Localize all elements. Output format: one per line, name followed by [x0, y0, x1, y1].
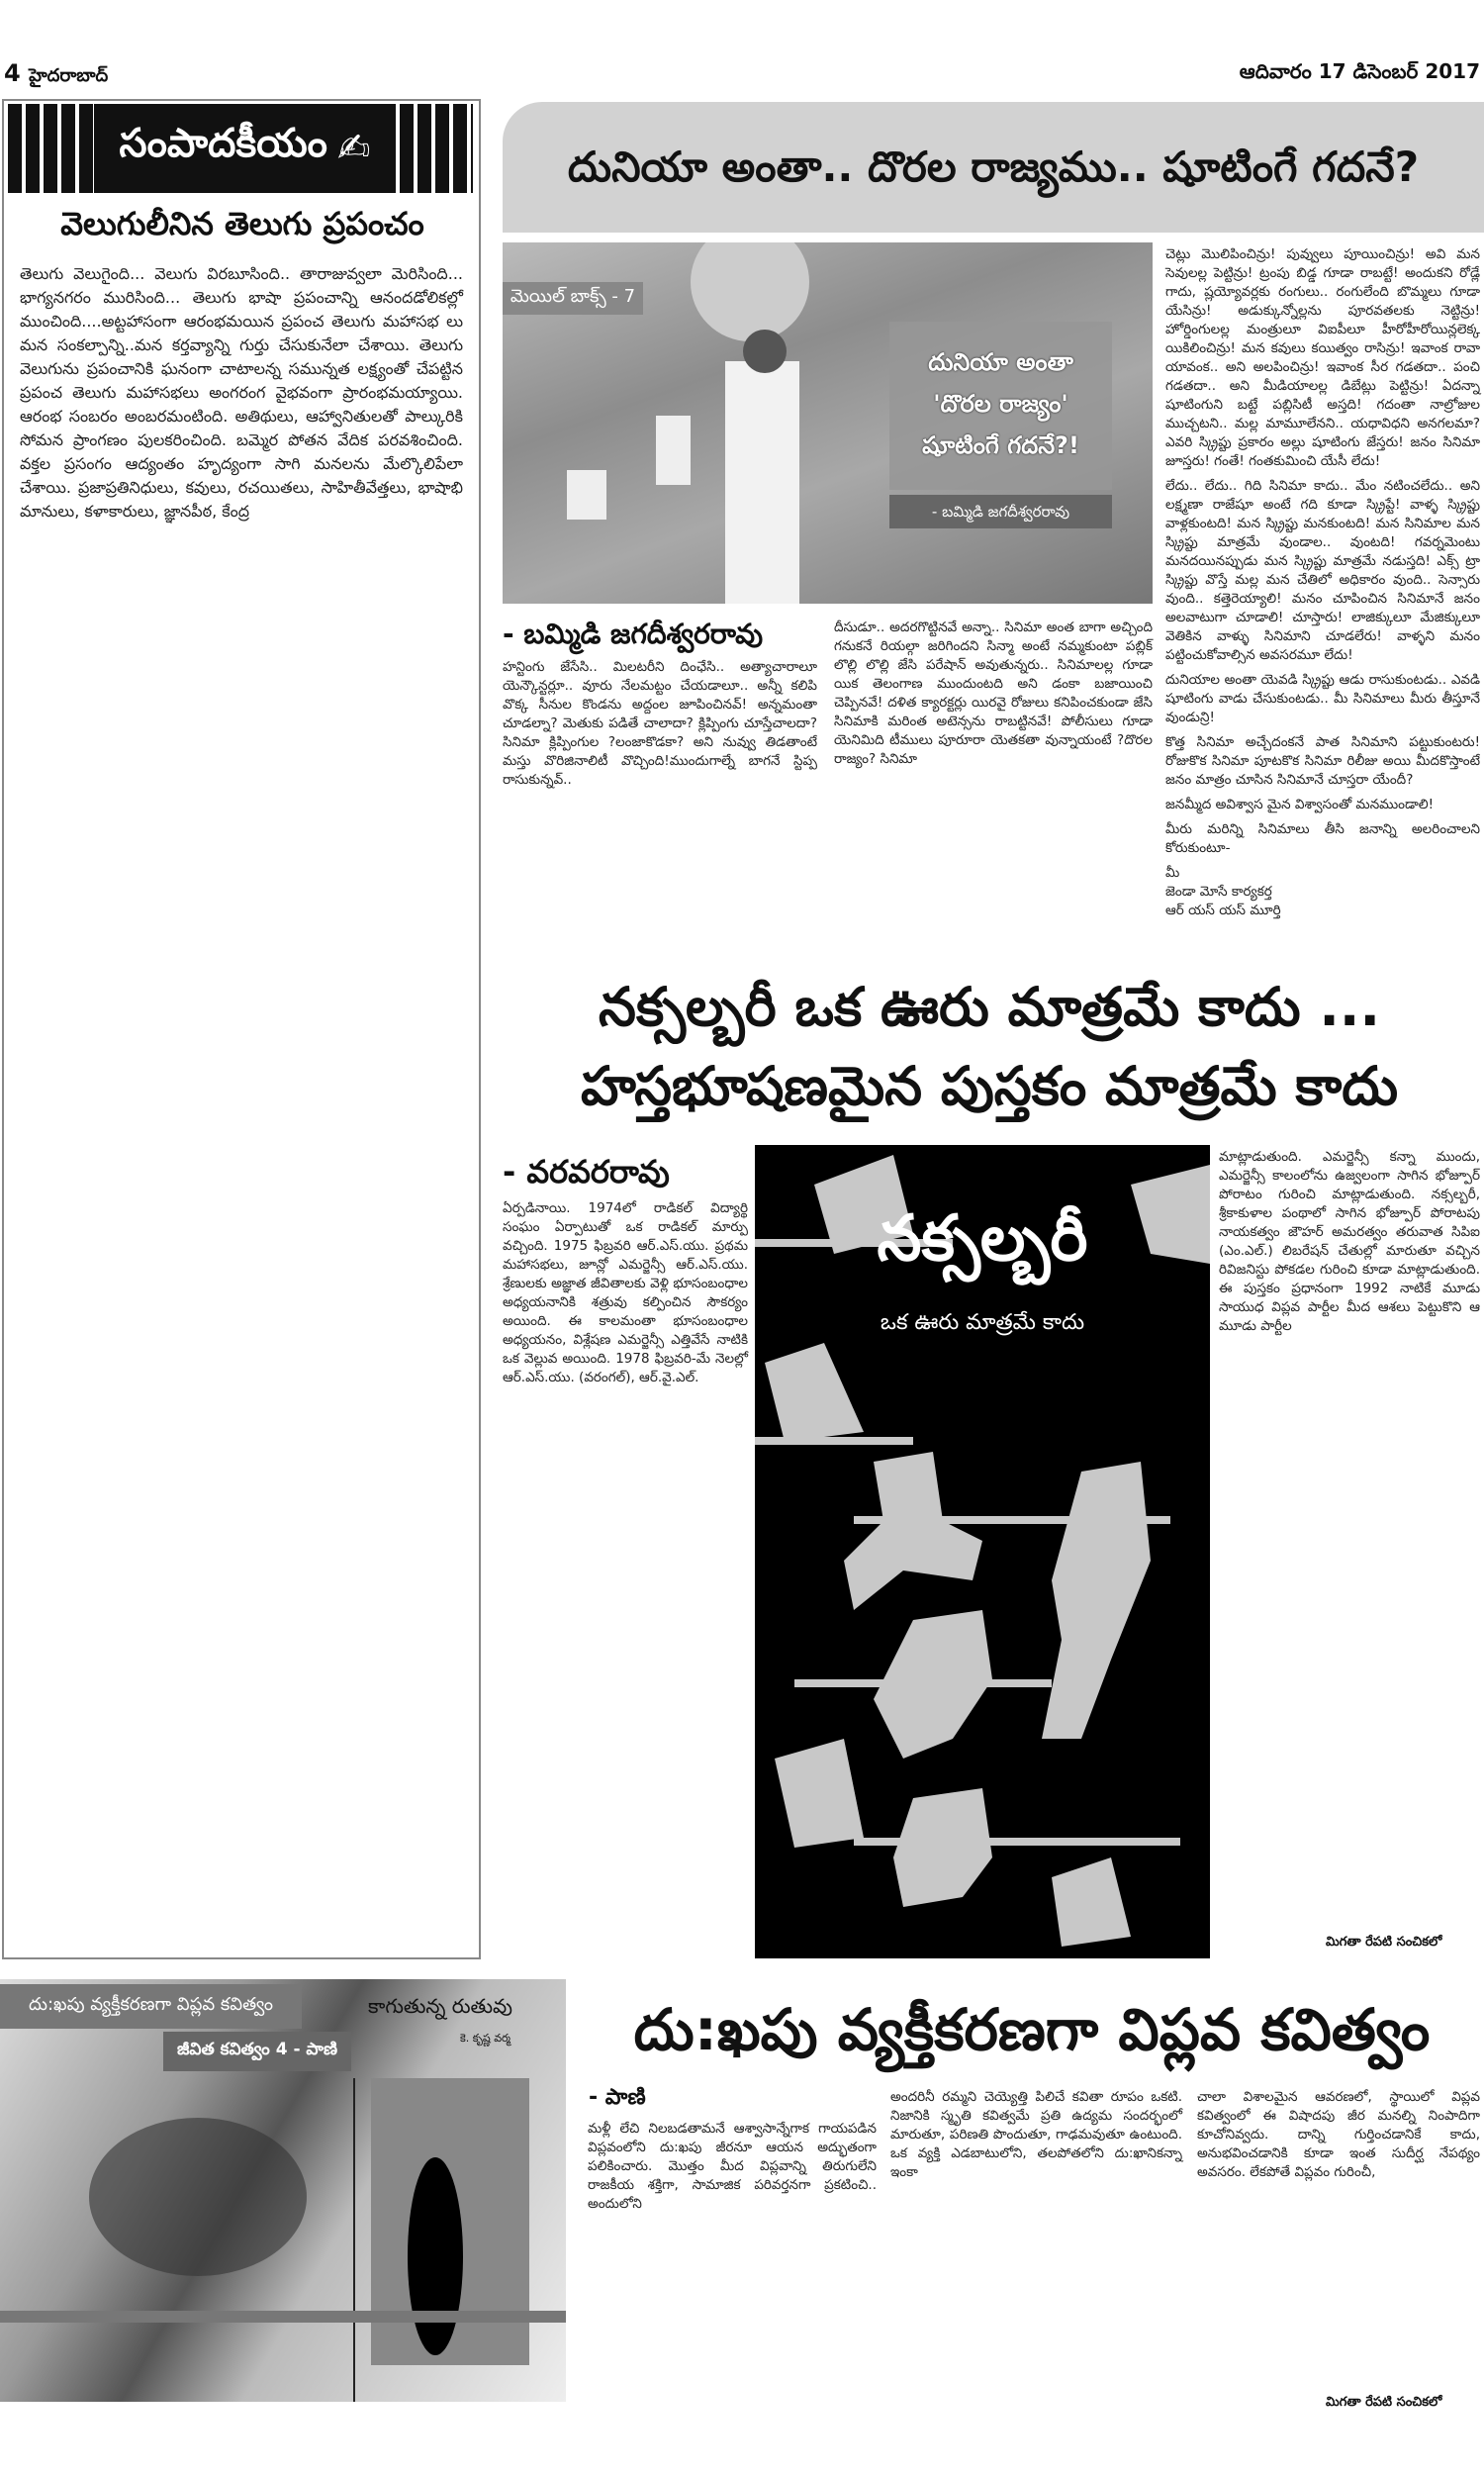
naxalbari-headline-2: హస్తభూషణమైన పుస్తకం మాత్రమే కాదు: [580, 1055, 1399, 1117]
mailbox-col-1: [503, 658, 817, 796]
editorial-body: [20, 262, 463, 529]
figure-silhouette: [844, 1452, 982, 1610]
rock: [691, 242, 809, 341]
spear-shape: [755, 1437, 913, 1445]
spear-shape: [854, 1838, 1180, 1846]
paragraph: మీరు మరిన్ని సినిమాలు తీసి జనాన్ని అలరించాలని కోరుకుంటూ-: [1165, 821, 1480, 856]
mailbox-col-3: [1165, 245, 1480, 920]
paragraph: చాలా విశాలమైన ఆవరణలో, స్థాయిలో విప్లవ కవిత్వంలో ఈ విషాదపు జీర మనల్ని నింపాదిగా కూచోనివ్వదు. దాన్ని గుర్తించడానికే కాదు, అనుభవించడానికి కూడా ఇంత సుదీర్ఘ నేపథ్యం అవసరం. లేకపోతే విప్లవం గురించీ,: [1197, 2089, 1480, 2180]
book-cover: [755, 1145, 1210, 1958]
editorial-headline: వెలుగులీనిన తెలుగు ప్రపంచం: [60, 205, 424, 242]
book-author: కె. కృష్ణ వర్మ: [460, 2032, 511, 2045]
editorial-masthead: [94, 104, 396, 193]
bottom-bar: [0, 2311, 566, 2323]
paragraph: తెలుగు వెలుగైంది... వెలుగు విరబూసింది.. తారాజువ్వలా మెరిసింది... భాగ్యనగరం మురిసింది... తెలుగు భాషా ప్రపంచాన్ని ఆనందడోలికల్లో ముంచింది....అట్టహాసంగా ఆరంభమయిన ప్రపంచ తెలుగు మహాసభ లు మన సంకల్పాన్ని..మన కర్తవ్యాన్ని గుర్తు చేసుకునేలా చేశాయి. తెలుగు వెలుగును ప్రపంచానికి ఘనంగా చాటాలన్న సమున్నత లక్ష్యంతో చేపట్టిన ప్రపంచ తెలుగు మహాసభలు అంగరంగ వైభవంగా ప్రారంభమయ్యాయి. ఆరంభ సంబరం అంబరమంటింది. అతిథులు, ఆహ్వానితులతో పాల్కురికి సోమన ప్రాంగణం పులకరించింది. బమ్మెర పోతన వేదిక పరవశించింది. వక్తల ప్రసంగం ఆద్యంతం హృద్యంగా సాగి మనలను మేల్కొలిపేలా చేశాయి. ప్రజాప్రతినిధులు, కవులు, రచయితలు, సాహితీవేత్తలు, భాషాభి మానులు, కళాకారులు, జ్ఞానపీఠ, కేంద్ర: [20, 264, 463, 521]
overlay-line: దునియా అంతా: [928, 348, 1073, 376]
paragraph: చెట్లు మొలిపించిన్రు! పువ్వులు పూయించిన్రు! అవి మన సెవులల్ల పెట్టిన్రు! ట్రంపు బిడ్డ గూడా రాబట్టే! అందుకని రోడ్లే గాదు, ష్లయ్యోవర్లకు రంగులు.. రంగులేంది బొమ్మలు గూడా యేసిన్రు! అడుక్కున్నోల్లను పూరవతలకు నెట్టిన్రు! హోర్డింగులల్ల మంత్రులూ విఐపీలూ హీరోహీరోయిన్లలెక్క యికిలించిన్రు! మన కవులు కయిత్వం రాసిన్రు! ఇవాంక రావా యావంక.. అని అలపించిన్రు! ఇవాంక సీర గడతదా.. పంచి గడతదా.. అని మీడియాలల్ల డిబేట్లు పెట్టిన్రు! ఏదన్నా షూటింగుని బట్టే పబ్లిసిటీ అస్తది! గదంతా నాల్రోజుల ముచ్చటని.. మల్ల మామూలేనని.. యధావిధని అనగలమా? ఎవరి స్క్రిప్టు ప్రకారం అల్లు షూటింగు జేస్తరు! జనం సినిమా జూస్తరు! గంతే! గంతకుమించి యేసీ లేదు!: [1165, 246, 1480, 469]
masthead-title: సంపాదకీయం: [119, 121, 327, 166]
page-edition: [4, 59, 108, 90]
blurred-face: [89, 2118, 307, 2276]
signoff-line: జెండా మోసే కార్యకర్త: [1165, 884, 1272, 900]
series-label: జీవిత కవిత్వం 4 - పాణి: [163, 2032, 351, 2071]
naxalbari-headline-1: నక్సల్బరీ ఒక ఊరు మాత్రమే కాదు ...: [599, 976, 1380, 1038]
image-label: దు:ఖపు వ్యక్తీకరణగా విప్లవ కవిత్వం: [0, 1984, 302, 2029]
flag-shape: [775, 1739, 864, 1848]
poetry-col-1: [588, 2120, 877, 2220]
page-number: 4: [4, 59, 21, 87]
flag-shape: [1052, 1857, 1131, 1947]
mailbox-col-2: [834, 619, 1153, 775]
pen-icon: ✍: [336, 126, 371, 171]
paragraph: జనమ్మీద అవిశ్వాస మైన విశ్వాసంతో మనముండాలి!: [1165, 797, 1435, 812]
figure-silhouette: [893, 1788, 992, 1907]
naxalbari-col-2: [1219, 1148, 1480, 1342]
continued-note: మిగతా రేపటి సంచికలో: [1326, 2395, 1442, 2410]
book-title: కాగుతున్న రుతువు: [368, 1994, 512, 2018]
naxalbari-byline: - వరవరరావు: [503, 1153, 670, 1190]
paragraph: దీసుడూ.. అదరగొట్టినవే అన్నా.. సినిమా అంత బాగా అచ్చింది గనుకనే రియల్గా జరిగిందని సిన్మా అంటే నమ్మకుంటా పబ్లిక్ లొల్లి లొల్లి జేసి పరేషాన్ అవుతున్నరు.. సినిమాలల్ల గూడా యిక తెలంగాణ ముందుంటది అని డంకా బజాయించి చెప్పినవే! దళిత క్యారక్టర్లు యిరవై రోజులు కనిపించకుండా జేసి సినిమాకి మరింత అటెన్సను రాబట్టినవే! పోలీసులు గూడా యెనిమిది టీములు పూరూరా యెతకతా వున్నాయంటే ?దొరల రాజ్యం? సినిమా: [834, 619, 1153, 767]
spear-shape: [794, 1679, 1052, 1687]
mailbox-byline: - బమ్మిడి జగదీశ్వరరావు: [503, 618, 764, 650]
person-kneeling: [567, 470, 606, 520]
person-head: [743, 330, 787, 373]
poetry-byline: - పాణి: [589, 2085, 646, 2110]
poetry-headline: దు:ఖపు వ్యక్తీకరణగా విప్లవ కవిత్వం: [633, 1996, 1431, 2063]
cover-title: నక్సల్బరీ: [877, 1202, 1088, 1276]
signoff-line: మీ: [1165, 865, 1180, 881]
paragraph: దునియాల అంతా యెవడి స్క్రిప్టు ఆడు రాసుకుంటడు.. ఎవడి షూటింగు వాడు చేసుకుంటడు.. మీ సినిమాలు మీరు తీస్తూనే వుండున్రి!: [1165, 672, 1480, 725]
paragraph: లేదు.. లేదు.. గిది సినిమా కాదు.. మేం నటించలేదు.. అని లక్ష్మణా రాజేషూ అంటే గది కూడా స్క్రిప్టే! వాళ్ళ స్క్రిప్టు వాళ్లకుంటది! మన స్క్రిప్టు మనకుంటది! మన సినిమాల మన స్క్రిప్టు మాత్రమే వుండాల.. వుంటది! గవర్నమెంటు మనదయినప్పుడు మన స్క్రిప్టు మాత్రమే నడుస్తది! ఎక్స్ ట్రా స్క్రిప్టు వొస్తే మల్ల మన చేతిలో అధికారం వుంది.. సెన్సారు వుంది.. కత్తెరెయ్యాలి! మనం చూపించిన సినిమానే జనం అలవాటుగా చూడాలి! చూస్తారు! లాజిక్కులూ మేజిక్కులూ వెతికిన వాళ్ళు సినిమాని చూడలేరు! వాళ్ళని మనం పట్టించుకోవాల్సిన అవసరమూ లేదు!: [1165, 478, 1480, 663]
paragraph: అందరినీ రమ్మని చెయ్యెత్తి పిలిచే కవితా రూపం ఒకటి. నిజానికి స్మృతి కవిత్వమే ప్రతి ఉద్యమ సందర్భంలో మారుతూ, పరిణతి పొందుతూ, గాఢమవుతూ ఉంటుంది. ఒక వ్యక్తి ఎడబాటులోని, తలపోతలోని దు:ఖానికన్నా ఇంకా: [890, 2089, 1182, 2180]
overlay-line: షూటింగే గదనే?!: [922, 431, 1079, 459]
overlay-line: 'దొరల రాజ్యం': [933, 390, 1068, 418]
figure-silhouette: [1042, 1462, 1151, 1739]
poetry-col-2: [890, 2088, 1182, 2188]
paragraph: కొత్త సినిమా అచ్చేదంకనే పాత సినిమాని పట్టుకుంటరు! రోజుకొక సినిమా పూటకొక సినిమా రిలీజు అయి మీదకొస్తాంటే జనం మాత్రం చూసిన సినిమానే చూస్తరా యేందీ?: [1165, 734, 1480, 788]
issue-date: ఆదివారం 17 డిసెంబర్ 2017: [1239, 59, 1480, 83]
poetry-col-3: [1197, 2088, 1480, 2188]
mailbox-tag: మెయిల్ బాక్స్ - 7: [503, 282, 643, 315]
paragraph: హన్టింగు జేసేసి.. మిలటరీని దింఛేసి.. అత్యాచారాలూ యెన్కౌన్టర్లూ.. వూరు నేలమట్టం చేయడాలూ.. అన్నీ కలిపి వొక్క సీనుల కొండను అద్దంల జూపించినవ్! అన్నమంతా చూడల్నా? మెతుకు పడితే చాలాదా? క్లిప్పింగు చూస్తేచాలదా?సినిమా క్లిప్పింగుల ?లంజాకొడకా? అని నువ్వు తిడతాంటే మస్తు వొరిజినాలిటీ వొచ్చింది!ముందుగాల్నే బాగనే స్టిప్ప రాసుకున్నవ్..: [503, 659, 817, 788]
naxalbari-col-1: [503, 1199, 748, 1393]
paragraph: మళ్లీ లేచి నిలబడతామనే ఆశ్వాసాన్నేగాక గాయపడిన విప్లవంలోని దు:ఖపు జీరనూ ఆయన అద్భుతంగా పలికించారు. మొత్తం మీద విప్లవాన్ని తిరుగులేని రాజకీయ శక్తిగా, సామాజిక పరివర్తనగా ప్రకటించి.. అందులోని: [588, 2121, 877, 2212]
edition-name: హైదరాబాద్: [29, 65, 109, 86]
figure-shape: [408, 2157, 463, 2355]
continued-note: మిగతా రేపటి సంచికలో: [1326, 1935, 1442, 1950]
photo-overlay-byline: - బమ్మిడి జగదీశ్వరరావు: [889, 495, 1112, 528]
flag-shape: [765, 1343, 864, 1442]
signoff-line: ఆర్ యస్ యస్ మూర్తి: [1165, 903, 1281, 918]
person-foreground: [725, 361, 799, 604]
paragraph: ఏర్పడినాయి. 1974లో రాడికల్ విద్యార్థి సంఘం ఏర్పాటుతో ఒక రాడికల్ మార్పు వచ్చింది. 1975 ఫిబ్రవరి ఆర్.ఎస్.యు. ప్రథమ మహాసభలు, జూన్లో ఎమర్జెన్సీ ఆర్.ఎస్.యు. శ్రేణులకు అజ్ఞాత జీవితాలకు వెళ్లి భూసంబంధాల అధ్యయనానికి శత్రువు కల్పించిన సౌకర్యం అయింది. ఈ కాలమంతా భూసంబంధాల అధ్యయనం, విశ్లేషణ ఎమర్జెన్సీ ఎత్తివేసే నాటికి ఒక వెల్లువ అయింది. 1978 ఫిబ్రవరి-మే నెలల్లో ఆర్.ఎస్.యు. (వరంగల్), ఆర్.వై.ఎల్.: [503, 1200, 748, 1385]
photo-overlay-title: [889, 322, 1112, 490]
paragraph: మాట్లాడుతుంది. ఎమర్జెన్సీ కన్నా ముందు, ఎమర్జెన్సీ కాలంలోను ఉజ్వలంగా సాగిన భోజ్పూర్ పోరాటం గురించి మాట్లాడుతుంది. నక్సల్బరీ, శ్రీకాకుళాల పంథాలో సాగిన భోజ్పూర్ పోరాటపు నాయకత్వం జౌహర్ అమరత్వం తరువాత సిపిఐ (ఎం.ఎల్.) లిబరేషన్ చేతుల్లో మారుతూ వచ్చిన రివిజనిస్టు పోకడల గురించి కూడా మాట్లాడుతుంది. ఈ పుస్తకం ప్రధానంగా 1992 నాటికే మూడు సాయుధ విప్లవ పార్టీల మీద ఆశలు పెట్టుకొని ఆ మూడు పార్టీల: [1219, 1149, 1480, 1334]
person-standing-in-water: [656, 416, 691, 485]
mailbox-headline: దునియా అంతా.. దొరల రాజ్యము.. షూటింగే గదనే?: [503, 102, 1484, 233]
cover-subtitle: ఒక ఊరు మాత్రమే కాదు: [880, 1310, 1085, 1335]
